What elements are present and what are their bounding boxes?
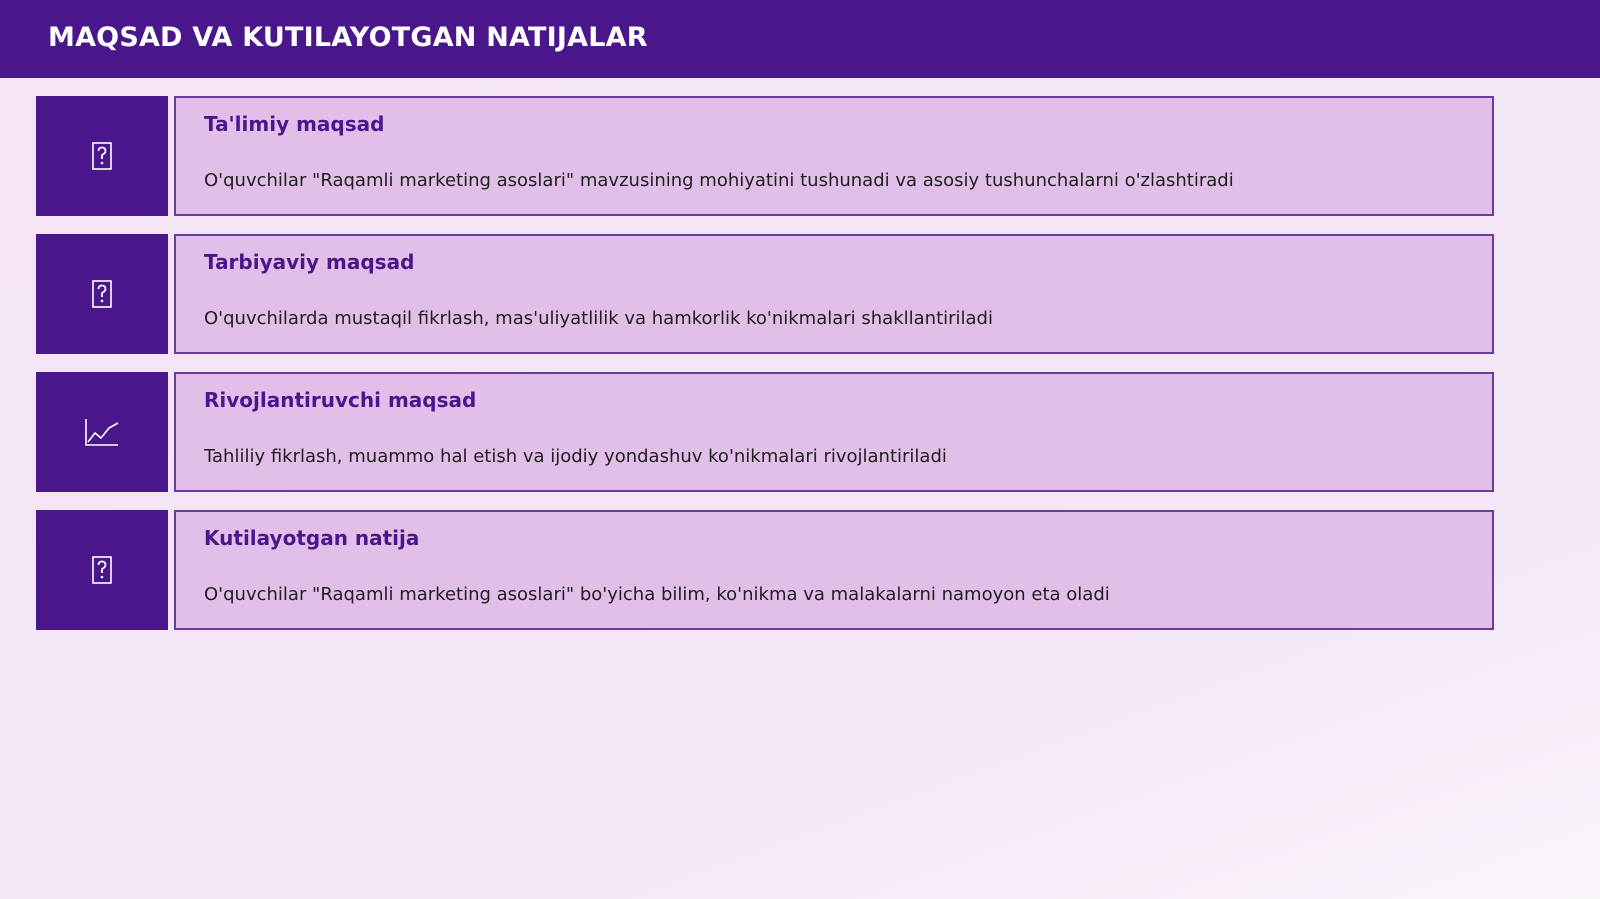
- header-bar: [0, 0, 1600, 78]
- objective-card: [174, 96, 1494, 216]
- card-title: Tarbiyaviy maqsad: [204, 250, 415, 274]
- objective-card: [174, 234, 1494, 354]
- icon-box: [36, 234, 168, 354]
- card-description: O'quvchilar "Raqamli marketing asoslari" bo'yicha bilim, ko'nikma va malakalarni namoyon eta oladi: [204, 584, 1110, 605]
- objective-card: [174, 372, 1494, 492]
- card-title: Rivojlantiruvchi maqsad: [204, 388, 477, 412]
- objective-card: [174, 510, 1494, 630]
- icon-box: [36, 96, 168, 216]
- unknown-glyph-icon: [92, 280, 112, 308]
- line-chart-icon: [84, 417, 120, 447]
- objective-row-educational: [36, 96, 1494, 216]
- objective-row-developmental: [36, 372, 1494, 492]
- icon-box: [36, 372, 168, 492]
- objective-row-expected-result: [36, 510, 1494, 630]
- unknown-glyph-icon: [92, 142, 112, 170]
- card-description: O'quvchilarda mustaqil fikrlash, mas'uliyatlilik va hamkorlik ko'nikmalari shakllantiriladi: [204, 308, 993, 329]
- card-description: Tahliliy fikrlash, muammo hal etish va ijodiy yondashuv ko'nikmalari rivojlantiriladi: [204, 446, 947, 467]
- card-description: O'quvchilar "Raqamli marketing asoslari" mavzusining mohiyatini tushunadi va asosiy tushunchalarni o'zlashtiradi: [204, 170, 1234, 191]
- icon-box: [36, 510, 168, 630]
- page-title: MAQSAD VA KUTILAYOTGAN NATIJALAR: [48, 22, 648, 53]
- unknown-glyph-icon: [92, 556, 112, 584]
- card-title: Kutilayotgan natija: [204, 526, 420, 550]
- card-title: Ta'limiy maqsad: [204, 112, 385, 136]
- objective-row-upbringing: [36, 234, 1494, 354]
